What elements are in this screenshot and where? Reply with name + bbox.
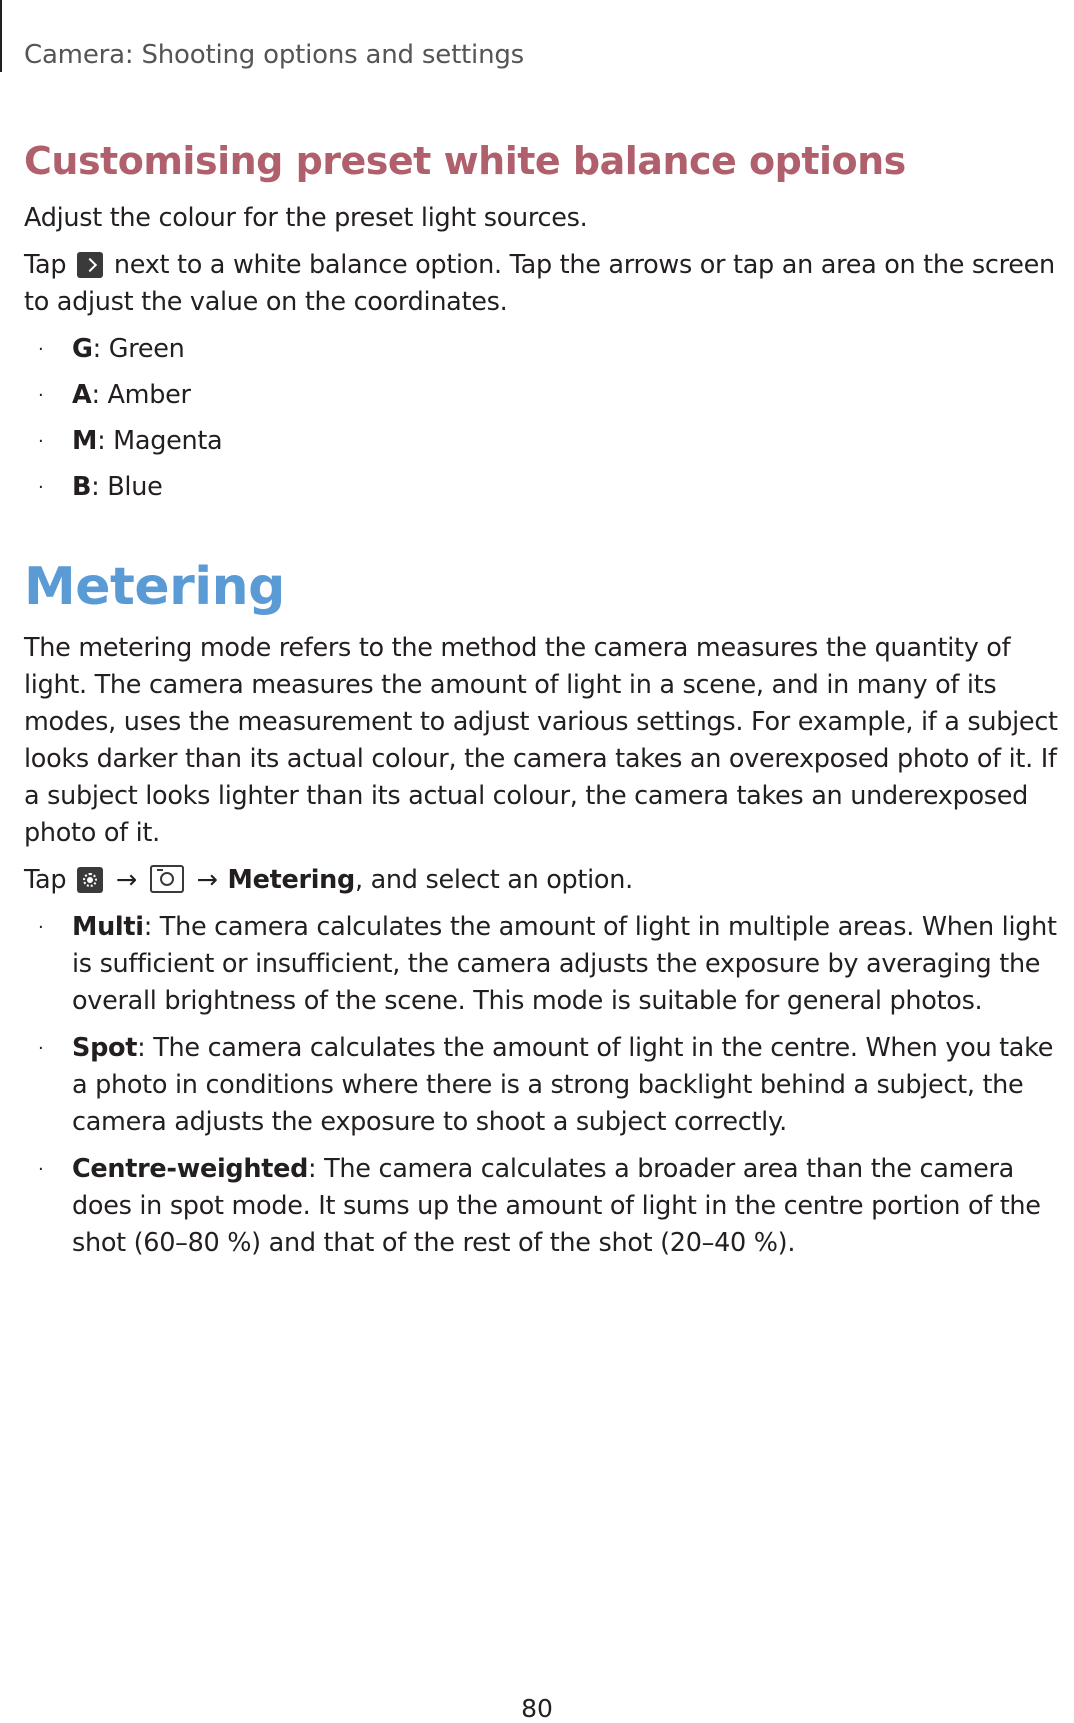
gear-icon <box>77 867 103 893</box>
bullet: · <box>38 916 44 938</box>
metering-instruction-text: , and select an option. <box>354 864 633 895</box>
item-key: B <box>72 471 92 502</box>
list-item <box>24 469 1070 506</box>
running-head: Camera: Shooting options and settings <box>24 40 525 70</box>
page-content <box>24 138 1070 1272</box>
bullet: · <box>38 338 44 360</box>
option-key: Spot <box>72 1032 138 1063</box>
metering-options-list <box>24 909 1070 1262</box>
item-value: : Blue <box>91 471 163 502</box>
option-value: : The camera calculates a broader area than the camera does in spot mode. It sums up the amount of light in the centre portion of the shot (60–80 %) and that of the rest of the shot (20–40 %). <box>72 1153 1041 1258</box>
arrow: → <box>196 864 218 895</box>
bullet: · <box>38 1158 44 1180</box>
arrow: → <box>115 864 137 895</box>
option-value: : The camera calculates the amount of light in the centre. When you take a photo in conditions where there is a strong backlight behind a subject, the camera adjusts the exposure to shoot a subject correctly. <box>72 1032 1054 1137</box>
option-key: Multi <box>72 911 144 942</box>
metering-menu-item: Metering <box>227 864 355 895</box>
list-item <box>24 1151 1070 1262</box>
bullet: · <box>38 476 44 498</box>
page-number: 80 <box>521 1694 553 1723</box>
camera-icon <box>150 865 184 893</box>
metering-instruction <box>24 862 1070 899</box>
list-item <box>24 331 1070 368</box>
tap-word: Tap <box>24 249 67 280</box>
item-value: : Magenta <box>97 425 223 456</box>
white-balance-intro: Adjust the colour for the preset light sources. <box>24 202 588 233</box>
header-rule <box>0 0 2 72</box>
bullet: · <box>38 430 44 452</box>
item-key: A <box>72 379 92 410</box>
option-value: : The camera calculates the amount of light in multiple areas. When light is sufficient or insufficient, the camera adjusts the exposure by averaging the overall brightness of the scene. This mode is suitable for general photos. <box>72 911 1057 1016</box>
white-balance-list <box>24 331 1070 506</box>
white-balance-instruction-text: next to a white balance option. Tap the arrows or tap an area on the screen to adjust the value on the coordinates. <box>24 249 1055 317</box>
bullet: · <box>38 384 44 406</box>
list-item <box>24 423 1070 460</box>
tap-word: Tap <box>24 864 67 895</box>
list-item <box>24 909 1070 1020</box>
option-key: Centre-weighted <box>72 1153 309 1184</box>
item-value: : Amber <box>91 379 191 410</box>
white-balance-instruction <box>24 247 1070 321</box>
chevron-right-icon <box>77 252 103 278</box>
metering-heading: Metering <box>24 556 285 617</box>
item-value: : Green <box>92 333 185 364</box>
item-key: G <box>72 333 93 364</box>
list-item <box>24 377 1070 414</box>
white-balance-heading: Customising preset white balance options <box>24 139 906 183</box>
metering-description: The metering mode refers to the method the camera measures the quantity of light. The camera measures the amount of light in a scene, and in many of its modes, uses the measurement to adjust various settings. For example, if a subject looks darker than its actual colour, the camera takes an overexposed photo of it. If a subject looks lighter than its actual colour, the camera takes an underexposed photo of it. <box>24 632 1058 848</box>
list-item <box>24 1030 1070 1141</box>
item-key: M <box>72 425 98 456</box>
bullet: · <box>38 1037 44 1059</box>
